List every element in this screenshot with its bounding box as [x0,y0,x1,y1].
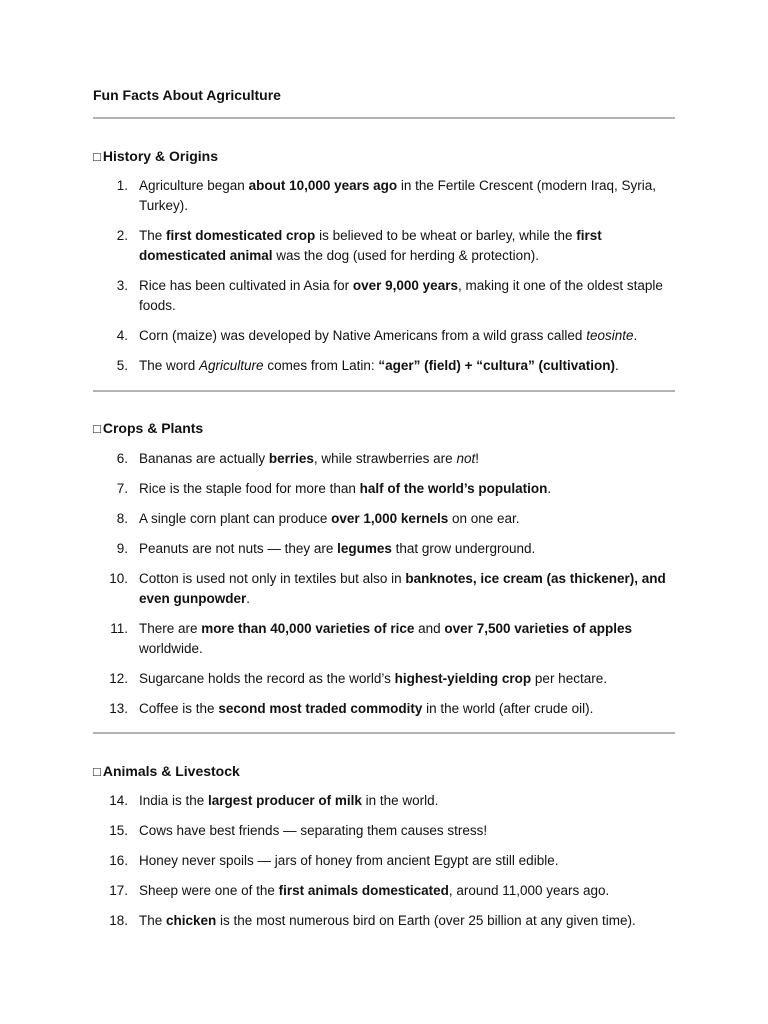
fact-emphasis: first domesticated crop [166,228,316,243]
fact-text [139,278,663,313]
fact-text-run: comes from Latin: [263,358,379,373]
fact-emphasis: over 9,000 years [352,278,458,293]
fact-emphasis: largest producer of milk [208,793,362,808]
fact-text-run: worldwide. [139,641,203,656]
fact-italic: not [456,451,476,466]
fact-emphasis: first animals domesticated [278,883,449,898]
fact-text [139,571,666,606]
fact-emphasis: over 7,500 varieties of apples [444,621,633,636]
section-heading-history [93,148,218,164]
fact-text-run: Rice is the staple food for more than [139,481,360,496]
fact-text [139,671,607,686]
fact-number: 6. [116,451,128,466]
fact-list [93,791,675,941]
fact-item [93,276,675,316]
fact-text-run: Honey never spoils — jars of honey from ancient Egypt are still edible. [139,853,559,868]
fact-text [139,228,602,263]
fact-text-run: that grow underground. [391,541,536,556]
fact-item [93,226,675,266]
fact-emphasis: banknotes, ice cream (as thickener), and even gunpowder [139,571,666,606]
missing-glyph-icon: □ [93,763,101,779]
fact-number: 15. [109,823,128,838]
fact-text-run: Agriculture began [139,178,249,193]
horizontal-rule [93,732,675,734]
fact-text-run: , making it one of the oldest staple foods. [139,278,663,313]
fact-list [93,449,675,729]
fact-text [139,913,636,928]
missing-glyph-icon: □ [93,148,101,164]
fact-number: 7. [116,481,128,496]
fact-emphasis: about 10,000 years ago [248,178,398,193]
fact-item [93,176,675,216]
fact-text-run: is the most numerous bird on Earth (over 25 billion at any given time). [216,913,636,928]
fact-text-run: The word [139,358,200,373]
fact-text-run: Sugarcane holds the record as the world’s [139,671,395,686]
fact-text-run: in the world (after crude oil). [422,701,594,716]
fact-text-run: The [139,228,167,243]
fact-text [139,621,632,656]
fact-emphasis: half of the world’s population [359,481,548,496]
fact-item [93,699,675,719]
fact-list [93,176,675,386]
fact-text [139,701,593,716]
fact-text-run: Peanuts are not nuts — they are [139,541,338,556]
fact-number: 3. [116,278,128,293]
fact-number: 8. [116,511,128,526]
fact-number: 12. [109,671,128,686]
fact-emphasis: chicken [166,913,217,928]
fact-number: 11. [110,621,128,636]
fact-text [139,541,535,556]
fact-item [93,539,675,559]
fact-number: 4. [116,328,128,343]
fact-text-run: Bananas are actually [139,451,269,466]
fact-text-run: per hectare. [531,671,607,686]
fact-text-run: Coffee is the [139,701,219,716]
fact-number: 5. [116,358,128,373]
fact-emphasis: second most traded commodity [218,701,423,716]
fact-text-run: in the world. [361,793,439,808]
fact-number: 16. [109,853,128,868]
fact-text [139,328,637,343]
fact-item [93,881,675,901]
fact-text-run: ! [475,451,479,466]
fact-emphasis: “ager” (field) + “cultura” (cultivation) [378,358,616,373]
fact-item [93,791,675,811]
fact-text [139,178,656,213]
fact-item [93,821,675,841]
fact-text-run: on one ear. [448,511,520,526]
section-heading-label: History & Origins [102,148,218,164]
fact-item [93,479,675,499]
horizontal-rule [93,390,675,392]
fact-emphasis: more than 40,000 varieties of rice [201,621,415,636]
section-heading-crops [93,420,203,436]
fact-text-run: is believed to be wheat or barley, while the [315,228,577,243]
fact-text-run: . [615,358,619,373]
fact-text-run: Cows have best friends — separating them causes stress! [139,823,488,838]
fact-text-run: . [633,328,638,343]
fact-text [139,853,558,868]
fact-emphasis: over 1,000 kernels [331,511,449,526]
fact-text-run: A single corn plant can produce [139,511,332,526]
fact-number: 9. [116,541,128,556]
fact-item [93,669,675,689]
fact-text [139,481,551,496]
fact-text-run: India is the [139,793,209,808]
fact-text-run: . [246,591,251,606]
fact-item [93,619,675,659]
fact-italic: Agriculture [199,358,264,373]
fact-italic: teosinte [586,328,634,343]
fact-text-run: Cotton is used not only in textiles but also in [139,571,406,586]
fact-text-run: , while strawberries are [313,451,457,466]
fact-number: 18. [109,913,128,928]
document-title: Fun Facts About Agriculture [93,87,281,103]
fact-number: 17. [109,883,128,898]
fact-number: 1. [116,178,128,193]
fact-emphasis: legumes [337,541,392,556]
fact-text [139,358,619,373]
horizontal-rule [93,117,675,119]
fact-text [139,883,609,898]
fact-text [139,793,438,808]
fact-text-run: The [139,913,167,928]
fact-emphasis: berries [268,451,314,466]
fact-text-run: Sheep were one of the [139,883,279,898]
fact-item [93,356,675,376]
fact-number: 13. [109,701,128,716]
fact-text-run: Rice has been cultivated in Asia for [139,278,353,293]
fact-item [93,851,675,871]
fact-text-run: in the Fertile Crescent (modern Iraq, Syria, Turkey). [139,178,657,213]
fact-number: 14. [109,793,128,808]
fact-text-run: , around 11,000 years ago. [448,883,610,898]
fact-item [93,449,675,469]
fact-text-run: was the dog (used for herding & protection). [272,248,539,263]
fact-emphasis: first domesticated animal [139,228,602,263]
fact-text [139,823,487,838]
fact-text [139,451,479,466]
fact-item [93,911,675,931]
missing-glyph-icon: □ [93,420,101,436]
fact-text [139,511,520,526]
fact-number: 10. [109,571,128,586]
fact-item [93,509,675,529]
section-heading-label: Animals & Livestock [102,763,240,779]
fact-item [93,569,675,609]
fact-text-run: There are [139,621,202,636]
fact-text-run: . [547,481,552,496]
fact-emphasis: highest-yielding crop [394,671,532,686]
fact-number: 2. [116,228,128,243]
fact-item [93,326,675,346]
section-heading-animals [93,763,240,779]
fact-text-run: Corn (maize) was developed by Native Americans from a wild grass called [139,328,587,343]
section-heading-label: Crops & Plants [102,420,204,436]
fact-text-run: and [414,621,445,636]
